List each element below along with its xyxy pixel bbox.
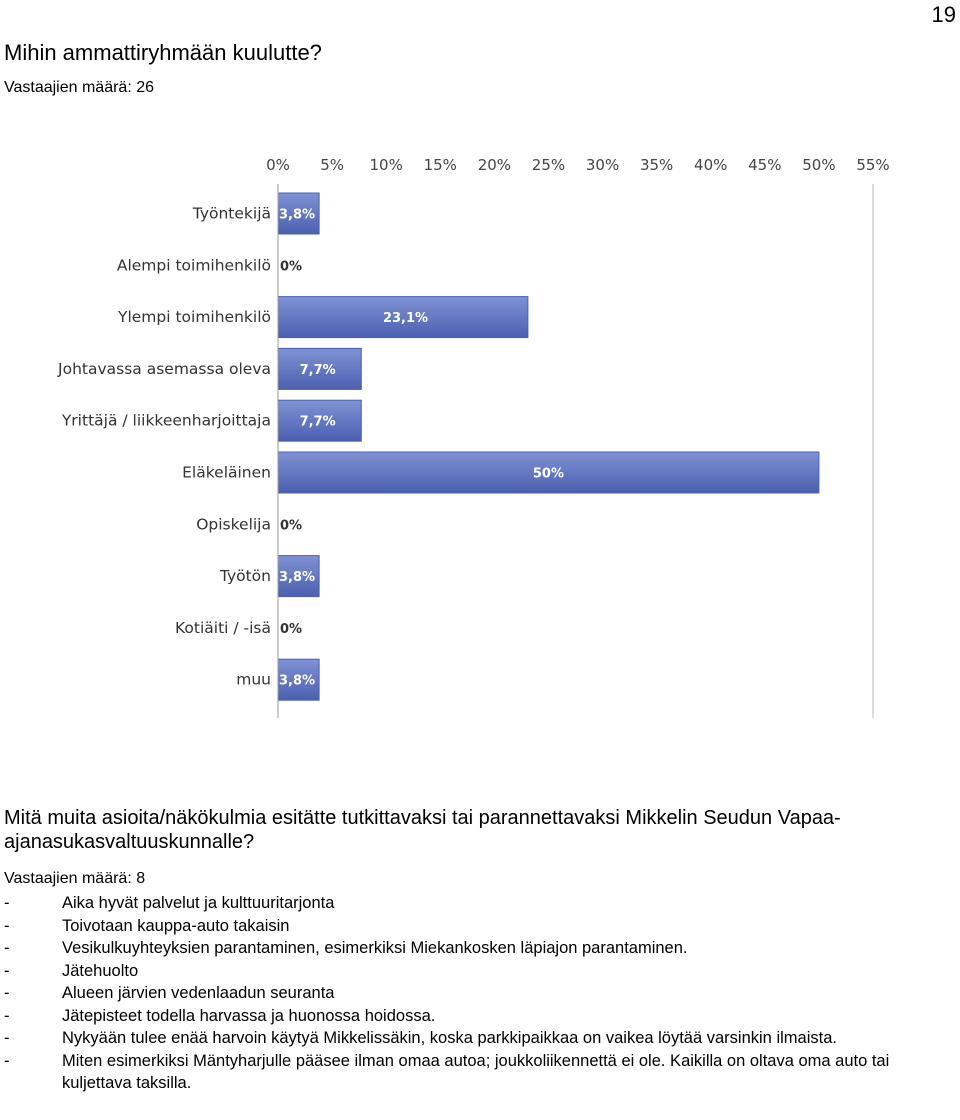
answer-item [4,960,954,983]
answer-dash: - [4,984,10,1002]
question-1-title: Mihin ammattiryhmään kuulutte? [4,40,322,65]
x-tick-label: 15% [423,156,457,174]
answer-item [4,1005,954,1028]
question-2-title: Mitä muita asioita/näkökulmia esitätte tutkittavaksi tai parannettavaksi Mikkelin Seudun Vapaa-ajanasukasvaltuuskunnalle? [4,807,841,853]
bar-value-label: 3,8% [279,570,316,586]
x-tick-label: 35% [639,156,674,174]
x-tick-label: 20% [477,156,512,174]
answer-text: Nykyään tulee enää harvoin käytyä Mikkelissäkin, koska parkkipaikkaa on vaikea löytää varsinkin ilmaista. [62,1029,837,1047]
bar-value-label: 0% [280,259,303,275]
occupation-bar-chart [0,140,960,730]
x-tick-label: 45% [748,156,782,174]
category-label: Opiskelija [196,515,271,534]
bar-value-label: 7,7% [299,362,336,378]
answer-dash: - [4,1029,10,1047]
question-1-respondent-count: Vastaajien määrä: 26 [4,79,155,96]
category-label: Työtön [219,567,271,586]
answer-dash: - [4,939,10,957]
answer-item [4,915,954,938]
answer-item [4,937,954,960]
x-tick-label: 40% [694,156,728,174]
answer-item [4,892,954,915]
bar-value-label: 50% [532,466,565,482]
answer-text: Vesikulkuyhteyksien parantaminen, esimerkiksi Miekankosken läpiajon parantaminen. [62,939,688,957]
bar-value-label: 3,8% [279,207,316,223]
answer-list [4,892,954,1095]
x-tick-label: 5% [320,156,344,174]
answer-item [4,1050,954,1095]
bars [278,193,819,700]
category-label: Kotiäiti / -isä [175,618,271,637]
page-number: 19 [931,2,956,27]
x-axis-ticks [266,156,890,174]
category-label: Yrittäjä / liikkeenharjoittaja [61,411,271,430]
category-label: Eläkeläinen [182,463,271,482]
answer-text: Toivotaan kauppa-auto takaisin [62,916,290,935]
bar-value-label: 3,8% [279,673,316,689]
x-tick-label: 0% [266,156,290,174]
category-label: Alempi toimihenkilö [116,256,271,275]
bar-value-label: 0% [280,518,303,534]
x-tick-label: 50% [802,156,836,174]
category-label: Työntekijä [192,204,271,223]
answer-item [4,1027,954,1050]
answer-text: Aika hyvät palvelut ja kulttuuritarjonta [62,894,335,912]
answer-dash: - [4,1006,10,1025]
category-label: Johtavassa asemassa oleva [58,359,271,378]
bar-value-label: 7,7% [299,414,336,430]
answer-text: Alueen järvien vedenlaadun seuranta [62,984,335,1002]
bar-value-label: 0% [280,621,303,637]
x-tick-label: 30% [585,156,620,174]
x-tick-label: 25% [531,156,566,174]
bar-value-label: 23,1% [382,311,429,327]
answer-text: Jätehuolto [62,961,139,980]
answer-text: Miten esimerkiksi Mäntyharjulle pääsee ilman omaa autoa; joukkoliikennettä ei ole. Kaikilla on oltava oma auto tai kuljettava taksilla. [62,1051,890,1092]
answer-dash: - [4,961,10,980]
answer-dash: - [4,916,10,935]
x-tick-label: 10% [369,156,403,174]
category-labels [57,205,271,689]
x-tick-label: 55% [856,156,890,174]
answer-dash: - [4,894,10,912]
answer-dash: - [4,1051,10,1070]
answer-item [4,982,954,1005]
category-label: Ylempi toimihenkilö [117,308,271,327]
category-label: muu [236,670,271,689]
answer-text: Jätepisteet todella harvassa ja huonossa hoidossa. [62,1006,436,1025]
question-2-respondent-count: Vastaajien määrä: 8 [4,870,146,887]
